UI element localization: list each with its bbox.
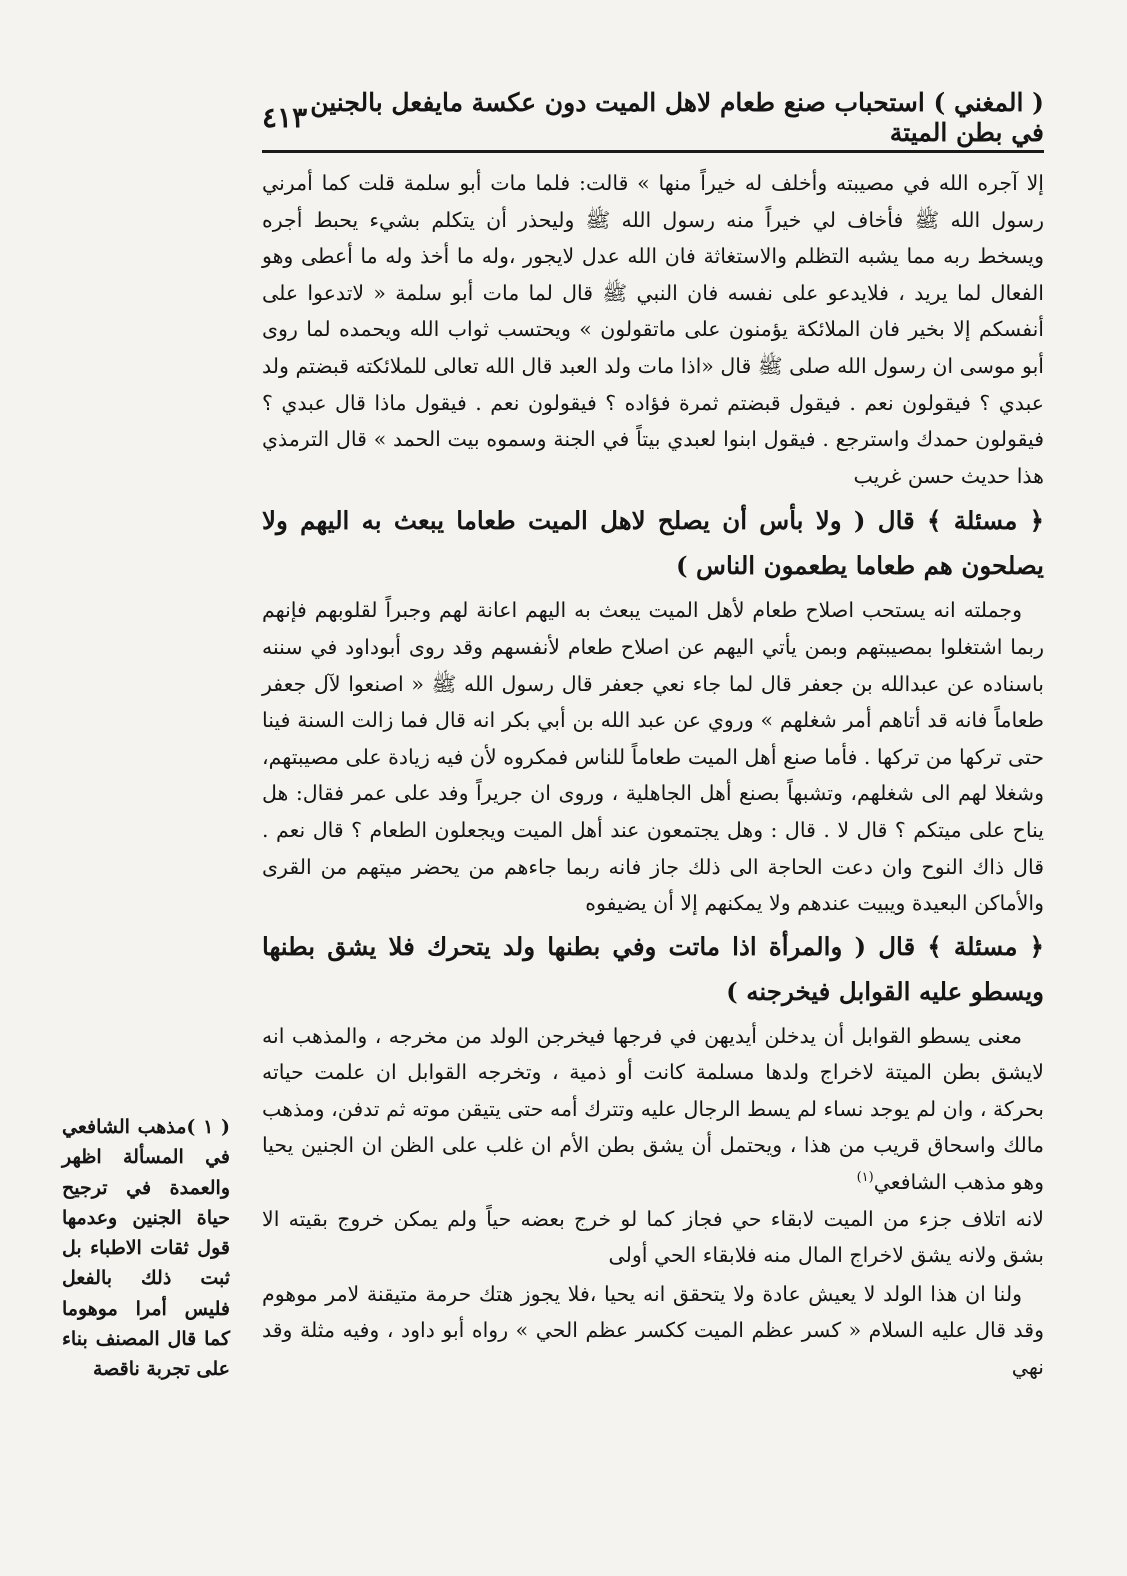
masala-heading-fetus: ﴿ مسئلة ﴾ قال ( والمرأة اذا ماتت وفي بطنها ولد يتحرك فلا يشق بطنها ويسطو عليه القوابل فيخرجنه ) [262, 931, 1044, 1006]
page-number: ٤١٣ [262, 101, 308, 134]
header-title: ( المغني ) استحباب صنع طعام لاهل الميت دون عكسة مايفعل بالجنين في بطن الميتة [310, 88, 1044, 147]
paragraph-food-explanation: وجملته انه يستحب اصلاح طعام لأهل الميت يبعث به اليهم اعانة لهم وجبراً لقلوبهم فإنهم ربما اشتغلوا بمصيبتهم وبمن يأتي اليهم عن اصلاح طعام لأنفسهم وقد روى أبوداود في سننه باسناده عن عبدالله بن جعفر قال لما جاء نعي جعفر قال رسول الله ﷺ « اصنعوا لآل جعفر طعاماً فانه قد أتاهم أمر شغلهم » وروي عن عبد الله بن أبي بكر انه قال فما زالت السنة فينا حتى تركها من تركها . فأما صنع أهل الميت طعاماً للناس فمكروه لأن فيه زيادة على مصيبتهم، وشغلا لهم الى شغلهم، وتشبهاً بصنع أهل الجاهلية ، وروى ان جريراً وفد على عمر فقال: هل يناح على ميتكم ؟ قال لا . قال : وهل يجتمعون عند أهل الميت ويجعلون الطعام ؟ قال نعم . قال ذاك النوح وان دعت الحاجة الى ذلك جاز فانه ربما جاءهم من يحضر ميتهم من القرى والأماكن البعيدة ويبيت عندهم ولا يمكنهم إلا أن يضيفوه [262, 598, 1044, 916]
masala-heading-food: ﴿ مسئلة ﴾ قال ( ولا بأس أن يصلح لاهل الميت طعاما يبعث به اليهم ولا يصلحون هم طعاما يطعمون الناس ) [262, 506, 1044, 581]
paragraph-counter-argument: ولنا ان هذا الولد لا يعيش عادة ولا يتحقق انه يحيا ،فلا يجوز هتك حرمة متيقنة لامر موهوم وقد قال عليه السلام « كسر عظم الميت ككسر عظم الحي » رواه أبو داود ، وفيه مثلة وقد نهي [262, 1281, 1044, 1380]
margin-footnote: ( ١ )مذهب الشافعي في المسألة اظهر والعمدة في ترجيح حياة الجنين وعدمها قول ثقات الاطباء بل ثبت ذلك بالفعل فليس أمرا موهوما كما قال المصنف بناء على تجربة ناقصة [62, 1116, 230, 1381]
paragraph-fetus-text: معنى يسطو القوابل أن يدخلن أيديهن في فرجها فيخرجن الولد من مخرجه ، والمذهب انه لايشق بطن الميتة لاخراج ولدها مسلمة كانت أو ذمية ، وتخرجه القوابل ان علمت حياته بحركة ، وان لم يوجد نساء لم يسط الرجال عليه وتترك أمه حتى يتيقن موته ثم تدفن، ومذهب مالك واسحاق قريب من هذا ، ويحتمل أن يشق بطن الأم ان غلب على الظن ان الجنين يحيا وهو مذهب الشافعي [262, 1023, 1044, 1195]
page-header [262, 88, 1044, 147]
header-rule [262, 150, 1044, 153]
paragraph-fetus-reason: لانه اتلاف جزء من الميت لابقاء حي فجاز كما لو خرج بعضه حياً ولم يمكن خروج بقيته الا بشق ولانه يشق لاخراج المال منه فلابقاء الحي أولى [262, 1206, 1044, 1268]
paragraph-fetus-explanation [262, 1018, 1044, 1201]
footnote-marker: (١) [856, 1170, 874, 1186]
paragraph-hadith-continuation: إلا آجره الله في مصيبته وأخلف له خيراً منها » قالت: فلما مات أبو سلمة قلت كما أمرني رسول الله ﷺ فأخاف لي خيراً منه رسول الله ﷺ وليحذر أن يتكلم بشيء يحبط أجره ويسخط ربه مما يشبه التظلم والاستغاثة فان الله عدل لايجور ،وله ما أخذ وله ما أعطى وهو الفعال لما يريد ، فلايدعو على نفسه فان النبي ﷺ قال لما مات أبو سلمة « لاتدعوا على أنفسكم إلا بخير فان الملائكة يؤمنون على ماتقولون » ويحتسب ثواب الله ويحمده لما روى أبو موسى ان رسول الله صلى ﷺ قال «اذا مات ولد العبد قال الله تعالى للملائكته قبضتم ولد عبدي ؟ فيقولون نعم . فيقول قبضتم ثمرة فؤاده ؟ فيقولون نعم . فيقول ماذا قال عبدي ؟ فيقولون حمدك واسترجع . فيقول ابنوا لعبدي بيتاً في الجنة وسموه بيت الحمد » قال الترمذي هذا حديث حسن غريب [262, 171, 1044, 488]
main-text [262, 165, 1044, 1386]
